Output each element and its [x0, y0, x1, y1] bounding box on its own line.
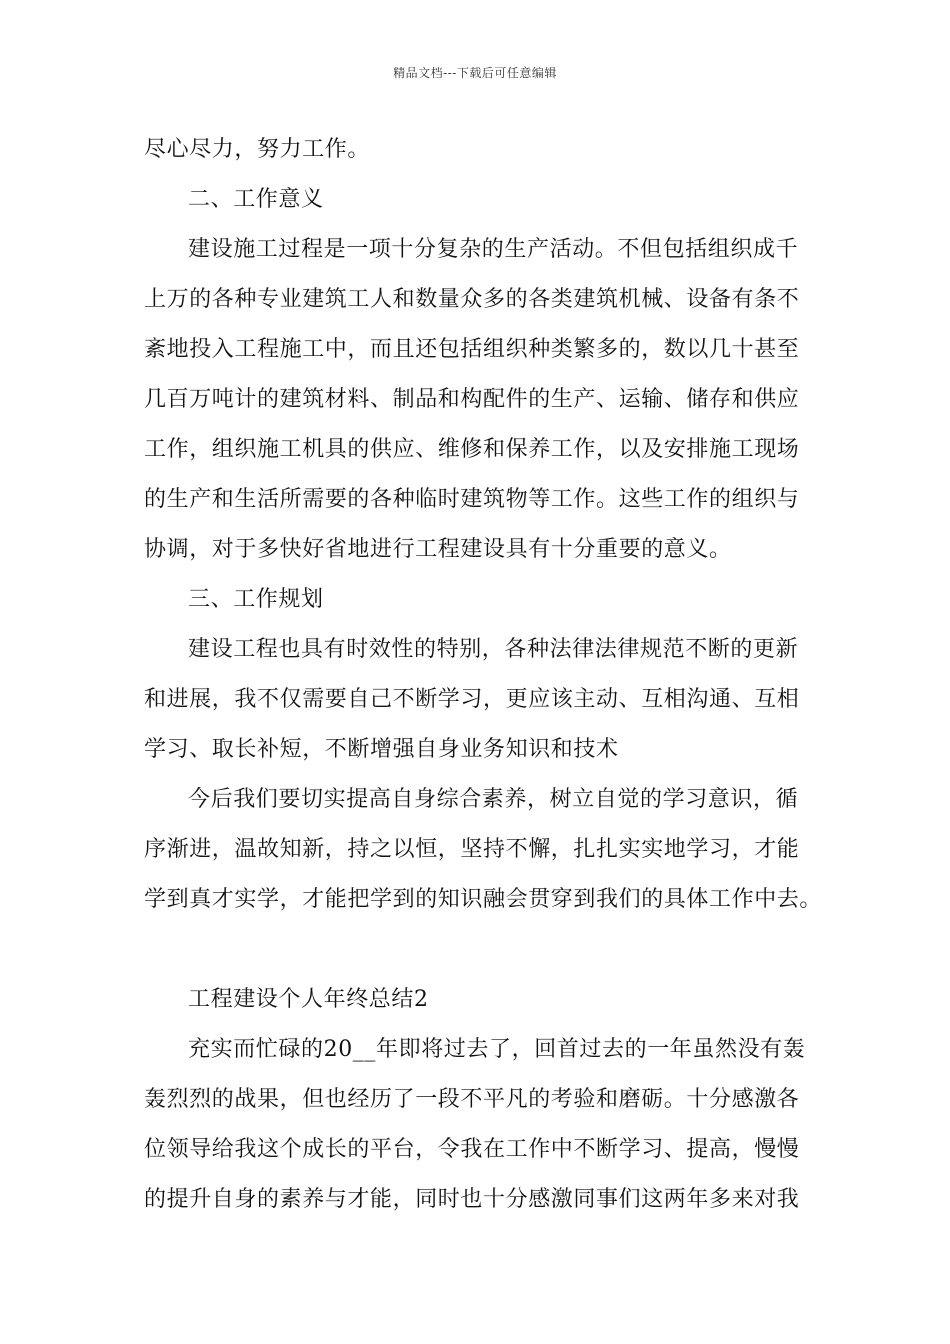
text-line: 学习、取长补短，不断增强自身业务知识和技术 — [144, 737, 619, 762]
text-line: 紊地投入工程施工中，而且还包括组织种类繁多的，数以几十甚至 — [144, 337, 800, 362]
text-line: 尽心尽力，努力工作。 — [144, 137, 371, 162]
text-line: 上万的各种专业建筑工人和数量众多的各类建筑机械、设备有条不 — [144, 287, 800, 312]
section-heading: 三、工作规划 — [188, 587, 324, 612]
text-line: 的提升自身的素养与才能，同时也十分感激同事们这两年多来对我 — [144, 1187, 800, 1212]
text-line: 充实而忙碌的20__年即将过去了，回首过去的一年虽然没有轰 — [188, 1037, 806, 1062]
text-line: 学到真才实学，才能把学到的知识融会贯穿到我们的具体工作中去。 — [144, 887, 823, 912]
text-line: 工作，组织施工机具的供应、维修和保养工作，以及安排施工现场 — [144, 437, 800, 462]
text-line: 的生产和生活所需要的各种临时建筑物等工作。这些工作的组织与 — [144, 487, 800, 512]
text-line: 和进展，我不仅需要自己不断学习，更应该主动、互相沟通、互相 — [144, 687, 800, 712]
text-line: 协调，对于多快好省地进行工程建设具有十分重要的意义。 — [144, 537, 732, 562]
text-line: 序渐进，温故知新，持之以恒，坚持不懈，扎扎实实地学习，才能 — [144, 837, 800, 862]
text-line: 建设施工过程是一项十分复杂的生产活动。不但包括组织成千 — [188, 237, 799, 262]
text-line: 几百万吨计的建筑材料、制品和构配件的生产、运输、储存和供应 — [144, 387, 800, 412]
text-line: 今后我们要切实提高自身综合素养，树立自觉的学习意识，循 — [188, 787, 799, 812]
text-line: 轰烈烈的战果，但也经历了一段不平凡的考验和磨砺。十分感激各 — [144, 1087, 800, 1112]
page-header: 精品文档---下载后可任意编辑 — [393, 66, 557, 80]
text-line: 建设工程也具有时效性的特别，各种法律法律规范不断的更新 — [188, 637, 799, 662]
section-heading: 二、工作意义 — [188, 187, 324, 212]
text-line: 位领导给我这个成长的平台，令我在工作中不断学习、提高，慢慢 — [144, 1137, 800, 1162]
document-title: 工程建设个人年终总结2 — [188, 987, 429, 1012]
